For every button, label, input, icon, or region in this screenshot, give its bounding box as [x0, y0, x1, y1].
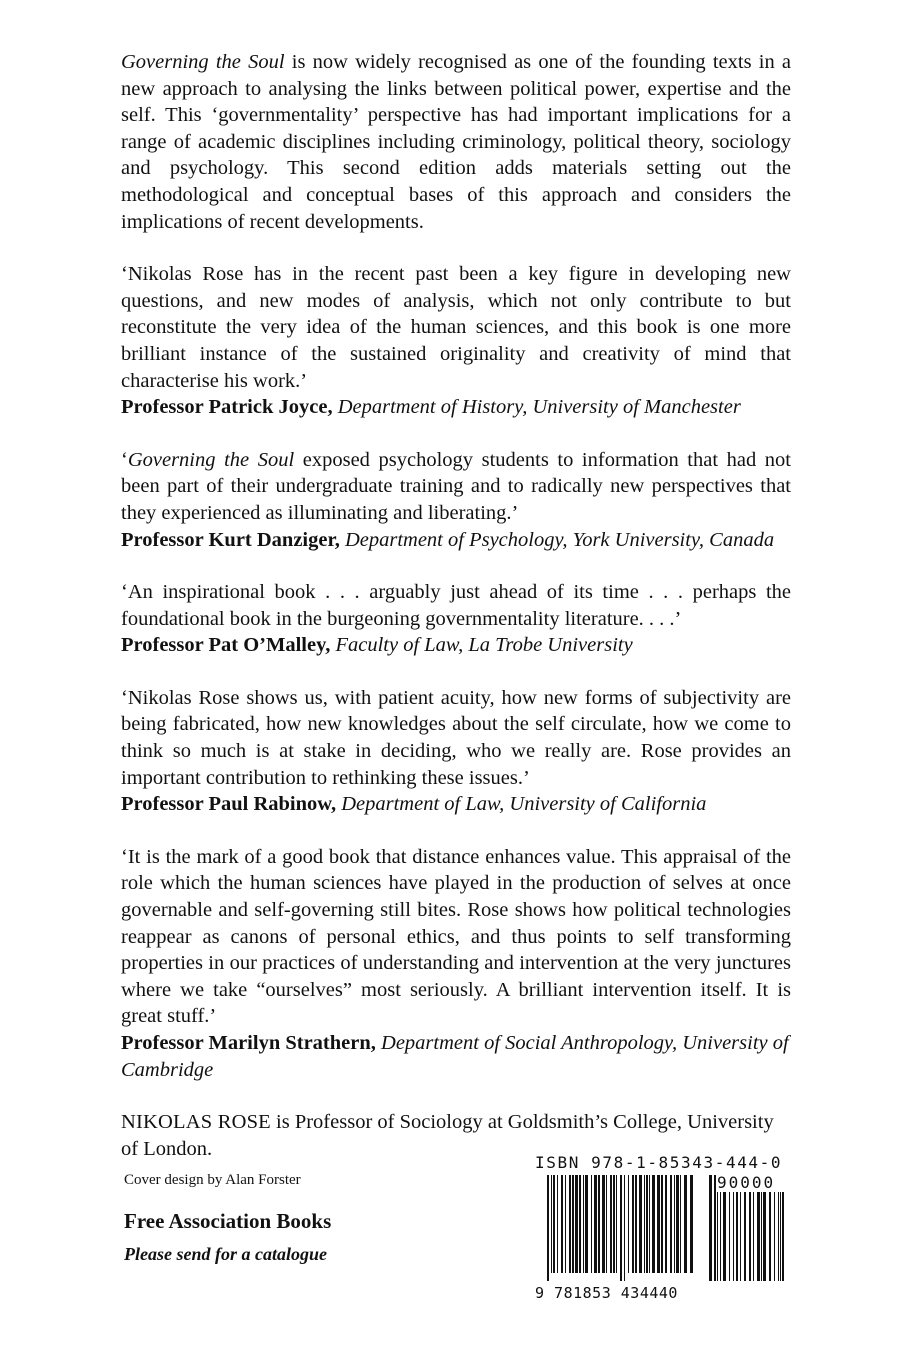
review-attribution — [121, 791, 791, 818]
review-5 — [121, 844, 791, 1083]
barcode-bar — [557, 1175, 558, 1273]
barcode-bar — [616, 1175, 617, 1273]
cover-design-credit: Cover design by Alan Forster — [124, 1172, 301, 1188]
barcode-bar — [635, 1175, 637, 1273]
review-quote: ‘An inspirational book . . . arguably just ahead of its time . . . perhaps the foundational book in the burgeoning governmentality literature. . . .’ — [121, 581, 791, 630]
barcode-bar — [606, 1175, 607, 1273]
intro-text: is now widely recognised as one of the founding texts in a new approach to analysing the links between political power, expertise and the self. This ‘governmentality’ perspective has had important implications for a range of academic disciplines including criminology, political theory, sociology and psychology. This second edition adds materials setting out the methodological and conceptual bases of this approach and considers the implications of recent developments. — [121, 51, 792, 233]
reviewer-name: Professor Paul Rabinow, — [121, 793, 337, 816]
review-attribution — [121, 394, 791, 421]
publisher-credits — [124, 1172, 484, 1265]
review-4 — [121, 685, 791, 818]
review-attribution — [121, 527, 791, 554]
barcode-bar — [680, 1175, 681, 1273]
barcode-bar — [661, 1175, 663, 1273]
barcode-bar — [572, 1175, 574, 1273]
reviewer-name: Professor Patrick Joyce, — [121, 396, 333, 419]
barcode-bar — [585, 1175, 588, 1273]
barcode-bar — [624, 1175, 625, 1281]
barcode-bar — [628, 1175, 629, 1273]
reviewer-affiliation: Department of Law, University of California — [341, 793, 707, 816]
barcode-bar — [665, 1175, 667, 1273]
reviewer-affiliation: Faculty of Law, La Trobe University — [335, 634, 633, 657]
barcode-bar — [670, 1175, 672, 1273]
barcode-bar — [652, 1175, 655, 1273]
barcode-bar — [569, 1175, 571, 1273]
barcode-bar — [598, 1175, 600, 1273]
blurb-column — [121, 49, 791, 1162]
review-book-title: Governing the Soul — [127, 448, 295, 471]
reviewer-affiliation: Department of Social Anthropology, University of Cambridge — [121, 1032, 789, 1081]
barcode-bar — [674, 1175, 675, 1273]
barcode-bar — [620, 1175, 622, 1281]
barcode-bar — [591, 1175, 592, 1273]
review-quote-open: ‘ — [121, 448, 128, 471]
barcode-bar — [646, 1175, 648, 1273]
author-bio-text: is Professor of Sociology at Goldsmith’s College, University of London. — [121, 1111, 774, 1160]
barcode-bar — [583, 1175, 584, 1273]
barcode-bar — [602, 1175, 605, 1273]
publisher-name: Free Association Books — [124, 1209, 332, 1233]
review-2 — [121, 447, 791, 553]
barcode-bar — [610, 1175, 612, 1273]
barcode-bar — [561, 1175, 563, 1273]
barcode-bar — [547, 1175, 549, 1281]
barcode-bar — [553, 1175, 555, 1273]
review-quote: ‘It is the mark of a good book that distance enhances value. This appraisal of the role which the human sciences have played in the production of selves at once governable and self-governing still bites. Rose shows how political technologies reappear as canons of personal ethics, and thus points to self transforming properties in our practices of understanding and intervention at the very junctures where we take “ourselves” most seriously. A brilliant intervention itself. It is great stuff.’ — [121, 845, 791, 1028]
barcode-bar — [690, 1175, 693, 1273]
review-quote: exposed psychology students to information that had not been part of their undergraduate training and to radically new perspectives that they experienced as illuminating and liberating.’ — [121, 448, 791, 524]
intro-paragraph — [121, 49, 791, 235]
barcode-bar — [575, 1175, 578, 1273]
review-3 — [121, 579, 791, 659]
isbn-barcode — [531, 1153, 787, 1307]
barcode-bar — [551, 1175, 552, 1273]
barcode-bar — [709, 1175, 712, 1281]
catalogue-note: Please send for a catalogue — [124, 1244, 327, 1264]
barcode-bar — [644, 1175, 645, 1273]
review-1 — [121, 261, 791, 421]
ean-digits: 9 781853 434440 — [535, 1284, 705, 1302]
barcode-bar — [594, 1175, 597, 1273]
isbn-label: ISBN 978-1-85343-444-0 — [535, 1153, 783, 1172]
barcode-bar — [657, 1175, 660, 1273]
review-quote: ‘Nikolas Rose shows us, with patient acuity, how new forms of subjectivity are being fabricated, how new knowledges about the self circulate, how we come to think so much is at stake in deciding, who we really are. Rose provides an important contribution to rethinking these issues.’ — [121, 686, 791, 789]
review-attribution — [121, 1030, 791, 1083]
addon-digits: 90000 — [717, 1173, 787, 1192]
review-attribution — [121, 632, 791, 659]
barcode-bar — [676, 1175, 679, 1273]
barcode-bar — [613, 1175, 615, 1273]
barcode-bar — [684, 1175, 687, 1273]
reviewer-name: Professor Marilyn Strathern, — [121, 1032, 376, 1054]
barcode-bar — [565, 1175, 566, 1273]
reviewer-affiliation: Department of Psychology, York University, Canada — [344, 528, 775, 551]
book-title: Governing the Soul — [121, 51, 285, 73]
barcode-bar — [714, 1175, 716, 1281]
reviewer-affiliation: Department of History, University of Manchester — [337, 396, 741, 419]
barcode-bar — [649, 1175, 650, 1273]
author-name: NIKOLAS ROSE — [121, 1111, 271, 1134]
reviewer-name: Professor Kurt Danziger, — [121, 528, 340, 551]
barcode-bar — [579, 1175, 581, 1273]
reviewer-name: Professor Pat O’Malley, — [121, 634, 331, 657]
review-quote: ‘Nikolas Rose has in the recent past been a key figure in developing new questions, and new modes of analysis, which not only contribute to but reconstitute the very idea of the human sciences, and this book is one more brilliant instance of the sustained originality and creativity of mind that characterise his work.’ — [121, 263, 791, 392]
barcode-bar — [632, 1175, 634, 1273]
barcode-bar — [639, 1175, 642, 1273]
